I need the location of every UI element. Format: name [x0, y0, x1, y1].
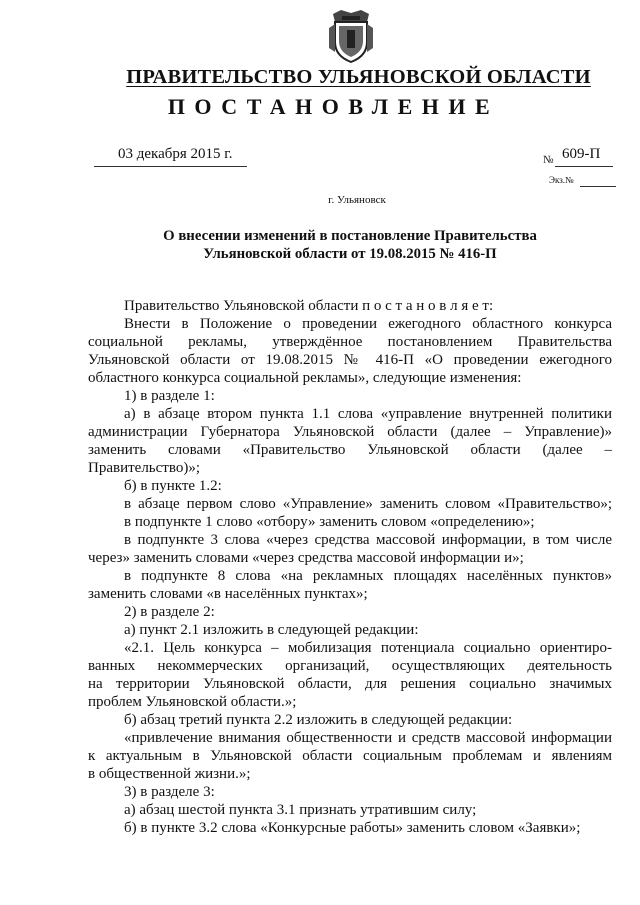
decree-subject — [0, 227, 640, 263]
body-line: а) пункт 2.1 изложить в следующей редакции: — [124, 622, 419, 638]
body-line: «привлечение внимания общественности и средств массовой информации — [124, 730, 612, 746]
coat-of-arms-emblem-icon — [327, 8, 375, 64]
body-line: Ульяновской области от 19.08.2015 № 416-П «О проведении ежегодного — [88, 352, 612, 368]
body-line-section: 1) в разделе 1: — [124, 388, 215, 404]
decree-date: 03 декабря 2015 г. — [118, 146, 233, 162]
body-line: а) в абзаце втором пункта 1.1 слова «управление внутренней политики — [124, 406, 612, 422]
body-line: проблем Ульяновской области.»; — [88, 694, 297, 710]
body-line: б) в пункте 3.2 слова «Конкурсные работы» заменить словом «Заявки»; — [124, 820, 581, 836]
government-title: ПРАВИТЕЛЬСТВО УЛЬЯНОВСКОЙ ОБЛАСТИ — [126, 66, 591, 88]
body-line: в подпункте 8 слова «на рекламных площадях населённых пунктов» — [124, 568, 612, 584]
body-line: заменить словами «Правительство Ульяновской области (далее – — [88, 442, 612, 458]
body-line: заменить словами «в населённых пунктах»; — [88, 586, 368, 602]
body-line: в подпункте 1 слово «отбору» заменить словом «определению»; — [124, 514, 535, 530]
body-line: в абзаце первом слово «Управление» заменить словом «Правительство»; — [124, 496, 612, 512]
body-line: к актуальным в Ульяновской области социальным проблемам и явлениям — [88, 748, 612, 764]
body-line-section: 2) в разделе 2: — [124, 604, 215, 620]
number-underline — [555, 166, 613, 167]
date-underline — [94, 166, 247, 167]
body-line: в подпункте 3 слова «через средства массовой информации, в том числе — [124, 532, 612, 548]
city-name: г. Ульяновск — [328, 194, 386, 206]
body-line: областного конкурса социальной рекламы», следующие изменения: — [88, 370, 522, 386]
subject-line: Ульяновской области от 19.08.2015 № 416-П — [203, 246, 497, 262]
decree-number-prefix: № — [543, 154, 554, 166]
copy-number-label: Экз.№ — [549, 175, 574, 185]
copy-number-underline — [580, 186, 616, 187]
decree-number: 609-П — [562, 146, 601, 162]
body-line-preamble: Правительство Ульяновской области п о с т а н о в л я е т: — [124, 298, 494, 314]
body-line-section: б) в пункте 1.2: — [124, 478, 222, 494]
body-line: б) абзац третий пункта 2.2 изложить в следующей редакции: — [124, 712, 513, 728]
body-line: администрации Губернатора Ульяновской области (далее – Управление)» — [88, 424, 612, 440]
decree-title: ПОСТАНОВЛЕНИЕ — [167, 94, 500, 119]
body-line: Правительство)»; — [88, 460, 200, 476]
body-line: социальной рекламы, утверждённое постановлением Правительства — [88, 334, 612, 350]
body-line: через» заменить словами «через средства массовой информации и»; — [88, 550, 524, 566]
body-line: а) абзац шестой пункта 3.1 признать утратившим силу; — [124, 802, 477, 818]
body-line: в общественной жизни.»; — [88, 766, 251, 782]
body-line: на территории Ульяновской области, для решения социально значимых — [88, 676, 612, 692]
body-line: ванных некоммерческих организаций, осуществляющих деятельность — [88, 658, 612, 674]
body-line: «2.1. Цель конкурса – мобилизация потенциала социально ориентиро- — [124, 640, 612, 656]
body-line-section: 3) в разделе 3: — [124, 784, 215, 800]
body-line: Внести в Положение о проведении ежегодного областного конкурса — [124, 316, 612, 332]
subject-line: О внесении изменений в постановление Правительства — [163, 228, 537, 244]
